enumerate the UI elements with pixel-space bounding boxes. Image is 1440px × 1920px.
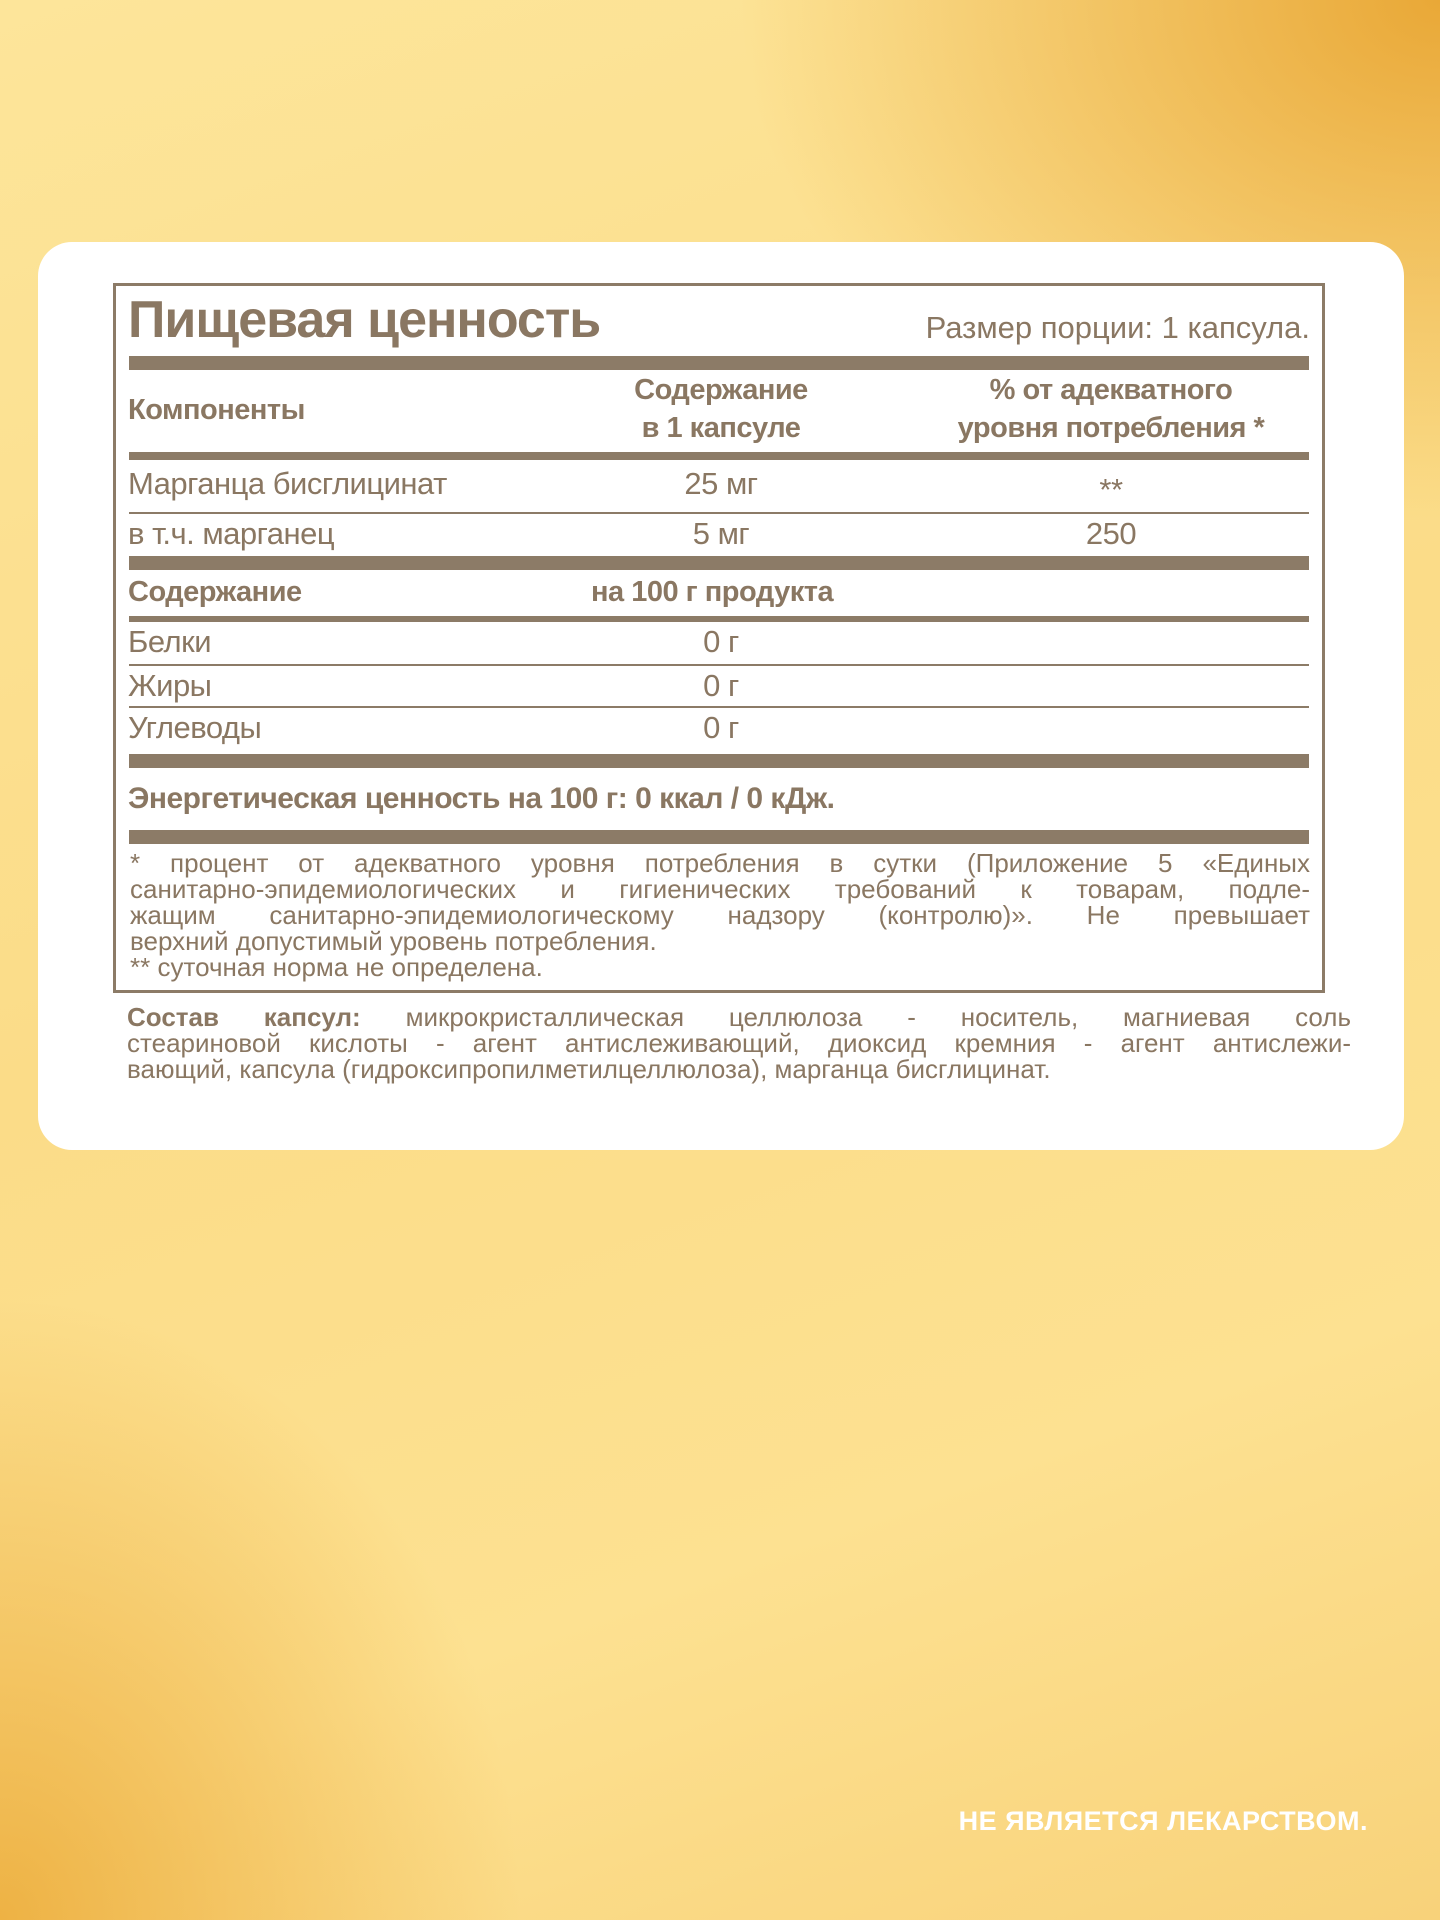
divider-thick [129,556,1309,570]
row-amount: 25 мг [684,466,758,501]
row-name: Марганца бисглицинат [128,466,447,501]
footnote-line: санитарно-эпидемиологических и гигиенических требований к товарам, подле- [130,874,1310,904]
panel-title: Пищевая ценность [128,291,601,349]
footnote-line: * процент от адекватного уровня потребления в сутки (Приложение 5 «Единых [130,848,1310,878]
row-amount: 0 г [703,710,739,745]
header-content-line2: в 1 капсуле [641,412,801,444]
composition-line: стеариновой кислоты - агент антислеживающий, диоксид кремния - агент антислежи- [127,1028,1351,1058]
header-percent-line2: уровня потребления * [957,412,1265,444]
header-percent-line1: % от адекватного [989,374,1233,406]
row-name: Углеводы [128,710,262,745]
serving-size: Размер порции: 1 капсула. [925,310,1310,345]
header-components: Компоненты [128,394,305,426]
energy-value: Энергетическая ценность на 100 г: 0 ккал / 0 кДж. [128,782,835,815]
footnote-line: верхний допустимый уровень потребления. [130,926,657,956]
footnote-line: жащим санитарно-эпидемиологическому надзору (контролю)». Не превышает [130,900,1310,930]
composition-line: вающий, капсула (гидроксипропилметилцеллюлоза), марганца бисглицинат. [127,1054,1051,1084]
per100-header-right: на 100 г продукта [591,576,834,608]
nutrition-card [38,242,1404,1150]
divider-thick [129,754,1309,768]
row-name: Жиры [128,668,212,703]
row-amount: 0 г [703,668,739,703]
divider-thin [129,664,1309,666]
composition-line [127,1004,1351,1030]
divider-header [129,452,1309,460]
divider-per100 [129,616,1309,622]
divider-thick [129,830,1309,844]
row-name: в т.ч. марганец [128,516,335,551]
row-amount: 0 г [703,624,739,659]
not-a-medicine-disclaimer: НЕ ЯВЛЯЕТСЯ ЛЕКАРСТВОМ. [958,1806,1368,1836]
per100-header-left: Содержание [128,576,302,608]
row-percent: ** [1099,472,1123,507]
composition-label: Состав капсул: [127,1002,361,1032]
header-content-line1: Содержание [634,374,808,406]
divider-thin [129,706,1309,708]
nutrition-facts-panel [113,283,1325,993]
composition-text: микрокристаллическая целлюлоза - носитель, магниевая соль [360,1002,1352,1032]
row-name: Белки [128,624,212,659]
row-amount: 5 мг [692,516,750,551]
divider-thick [129,356,1309,370]
divider-thin [129,512,1309,514]
footnote-line: ** суточная норма не определена. [130,952,543,982]
row-percent: 250 [1085,516,1137,551]
